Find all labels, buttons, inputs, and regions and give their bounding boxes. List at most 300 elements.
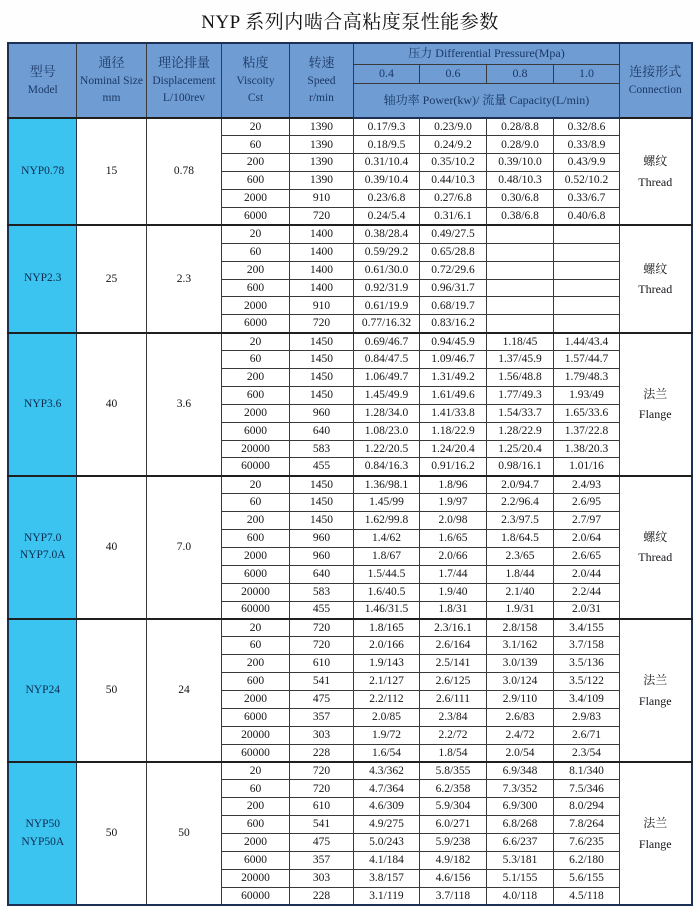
viscosity-cell: 20	[221, 333, 289, 351]
speed-cell: 640	[289, 422, 353, 440]
viscosity-cell: 200	[221, 154, 289, 172]
power-capacity-cell: 2.3/84	[419, 708, 486, 726]
header-nominal-en: Nominal Size	[80, 75, 143, 88]
power-capacity-cell: 1.25/20.4	[486, 440, 553, 458]
model-name: NYP50A	[21, 835, 65, 848]
table-row	[8, 225, 691, 243]
power-capacity-cell: 2.6/83	[486, 708, 553, 726]
viscosity-cell: 60000	[221, 458, 289, 476]
power-capacity-cell: 0.77/16.32	[353, 315, 419, 333]
connection-cn: 螺纹	[643, 261, 668, 276]
power-capacity-cell: 2.9/110	[486, 691, 553, 709]
connection-cell	[620, 225, 692, 332]
speed-cell: 228	[289, 744, 353, 762]
power-capacity-cell: 2.6/125	[419, 673, 486, 691]
viscosity-cell: 200	[221, 512, 289, 530]
connection-en: Flange	[638, 836, 672, 851]
model-cell	[8, 476, 76, 619]
speed-cell: 1390	[289, 172, 353, 190]
header-displacement-en: Displacement	[152, 75, 216, 88]
power-capacity-cell: 3.0/139	[486, 655, 553, 673]
viscosity-cell: 20	[221, 225, 289, 243]
table-row	[8, 476, 691, 494]
power-capacity-cell: 7.6/235	[553, 834, 619, 852]
power-capacity-cell: 0.39/10.0	[486, 154, 553, 172]
header-displacement-unit: L/100rev	[162, 91, 206, 104]
power-capacity-cell: 1.8/96	[419, 476, 486, 494]
power-capacity-cell: 1.18/45	[486, 333, 553, 351]
power-capacity-cell: 4.6/309	[353, 798, 419, 816]
power-capacity-cell: 1.37/22.8	[553, 422, 619, 440]
power-capacity-cell: 2.0/54	[486, 744, 553, 762]
power-capacity-cell: 6.9/300	[486, 798, 553, 816]
power-capacity-cell: 0.98/16.1	[486, 458, 553, 476]
power-capacity-cell: 4.6/156	[419, 869, 486, 887]
speed-cell: 475	[289, 834, 353, 852]
power-capacity-cell: 2.0/85	[353, 708, 419, 726]
power-capacity-cell: 3.5/136	[553, 655, 619, 673]
speed-cell: 1400	[289, 261, 353, 279]
connection-en: Thread	[638, 174, 673, 189]
power-capacity-cell: 2.2/44	[553, 583, 619, 601]
viscosity-cell: 600	[221, 529, 289, 547]
speed-cell: 720	[289, 207, 353, 225]
power-capacity-cell: 0.23/6.8	[353, 190, 419, 208]
connection-cell	[620, 476, 692, 619]
model-name: NYP50	[25, 818, 60, 831]
power-capacity-cell: 2.0/44	[553, 565, 619, 583]
power-capacity-cell: 1.62/99.8	[353, 512, 419, 530]
speed-cell: 1390	[289, 154, 353, 172]
power-capacity-cell: 2.3/97.5	[486, 512, 553, 530]
power-capacity-cell: 6.2/358	[419, 780, 486, 798]
power-capacity-cell: 3.8/157	[353, 869, 419, 887]
power-capacity-cell: 3.5/122	[553, 673, 619, 691]
viscosity-cell: 60000	[221, 887, 289, 905]
speed-cell: 357	[289, 852, 353, 870]
power-capacity-cell: 1.31/49.2	[419, 368, 486, 386]
nominal-size-cell: 40	[76, 333, 146, 476]
connection-cell	[620, 118, 692, 225]
viscosity-cell: 20	[221, 118, 289, 136]
speed-cell: 720	[289, 315, 353, 333]
power-capacity-cell: 1.65/33.6	[553, 404, 619, 422]
power-capacity-cell: 0.24/9.2	[419, 136, 486, 154]
model-cell	[8, 333, 76, 476]
power-capacity-cell: 6.6/237	[486, 834, 553, 852]
power-capacity-cell: 1.06/49.7	[353, 368, 419, 386]
displacement-cell: 3.6	[146, 333, 221, 476]
power-capacity-cell	[486, 225, 553, 243]
speed-cell: 583	[289, 440, 353, 458]
power-capacity-cell: 0.65/28.8	[419, 243, 486, 261]
speed-cell: 1400	[289, 279, 353, 297]
power-capacity-cell: 1.45/49.9	[353, 386, 419, 404]
power-capacity-cell: 1.08/23.0	[353, 422, 419, 440]
power-capacity-cell: 0.33/8.9	[553, 136, 619, 154]
power-capacity-cell: 2.5/141	[419, 655, 486, 673]
power-capacity-cell: 1.56/48.8	[486, 368, 553, 386]
speed-cell: 475	[289, 691, 353, 709]
power-capacity-cell: 2.0/66	[419, 547, 486, 565]
power-capacity-cell: 0.43/9.9	[553, 154, 619, 172]
power-capacity-cell: 2.0/64	[553, 529, 619, 547]
power-capacity-cell: 2.7/97	[553, 512, 619, 530]
power-capacity-cell: 0.38/28.4	[353, 225, 419, 243]
speed-cell: 610	[289, 655, 353, 673]
power-capacity-cell: 1.36/98.1	[353, 476, 419, 494]
model-name: NYP0.78	[21, 165, 65, 178]
power-capacity-cell: 1.37/45.9	[486, 351, 553, 369]
connection-cn: 法兰	[643, 386, 668, 401]
power-capacity-cell	[486, 261, 553, 279]
power-capacity-cell: 0.72/29.6	[419, 261, 486, 279]
power-capacity-cell: 7.3/352	[486, 780, 553, 798]
speed-cell: 1450	[289, 512, 353, 530]
table-row	[8, 619, 691, 637]
nominal-size-cell: 25	[76, 225, 146, 332]
power-capacity-cell: 6.2/180	[553, 852, 619, 870]
viscosity-cell: 2000	[221, 834, 289, 852]
power-capacity-cell: 1.8/54	[419, 744, 486, 762]
header-connection	[620, 43, 692, 118]
power-capacity-cell: 1.57/44.7	[553, 351, 619, 369]
power-capacity-cell: 8.0/294	[553, 798, 619, 816]
nominal-size-cell: 15	[76, 118, 146, 225]
power-capacity-cell: 2.2/72	[419, 726, 486, 744]
header-row-pressure	[8, 43, 691, 64]
power-capacity-cell: 2.6/111	[419, 691, 486, 709]
header-model-en: Model	[27, 83, 58, 96]
speed-cell: 1400	[289, 225, 353, 243]
power-capacity-cell: 0.31/6.1	[419, 207, 486, 225]
header-nominal-size	[76, 43, 146, 118]
power-capacity-cell: 0.17/9.3	[353, 118, 419, 136]
speed-cell: 720	[289, 637, 353, 655]
power-capacity-cell: 1.18/22.9	[419, 422, 486, 440]
speed-cell: 960	[289, 547, 353, 565]
connection-cell	[620, 333, 692, 476]
power-capacity-cell: 1.28/22.9	[486, 422, 553, 440]
speed-cell: 1390	[289, 136, 353, 154]
header-pressure-1.0: 1.0	[553, 64, 619, 83]
power-capacity-cell: 3.1/162	[486, 637, 553, 655]
viscosity-cell: 60	[221, 136, 289, 154]
header-speed	[289, 43, 353, 118]
speed-cell: 541	[289, 816, 353, 834]
power-capacity-cell: 1.8/67	[353, 547, 419, 565]
power-capacity-cell: 1.45/99	[353, 494, 419, 512]
header-pressure-0.8: 0.8	[486, 64, 553, 83]
power-capacity-cell: 0.84/47.5	[353, 351, 419, 369]
speed-cell: 541	[289, 673, 353, 691]
power-capacity-cell: 1.46/31.5	[353, 601, 419, 619]
power-capacity-cell: 2.3/54	[553, 744, 619, 762]
power-capacity-cell: 4.7/364	[353, 780, 419, 798]
power-capacity-cell: 2.6/65	[553, 547, 619, 565]
viscosity-cell: 600	[221, 172, 289, 190]
power-capacity-cell: 0.40/6.8	[553, 207, 619, 225]
power-capacity-cell: 4.9/182	[419, 852, 486, 870]
viscosity-cell: 2000	[221, 190, 289, 208]
speed-cell: 720	[289, 780, 353, 798]
model-name: NYP2.3	[24, 272, 62, 285]
viscosity-cell: 2000	[221, 404, 289, 422]
pump-performance-table	[7, 42, 692, 906]
power-capacity-cell: 5.9/238	[419, 834, 486, 852]
power-capacity-cell: 5.1/155	[486, 869, 553, 887]
power-capacity-cell: 0.27/6.8	[419, 190, 486, 208]
connection-en: Thread	[638, 282, 673, 297]
power-capacity-cell: 1.8/44	[486, 565, 553, 583]
power-capacity-cell: 1.77/49.3	[486, 386, 553, 404]
power-capacity-cell: 2.2/96.4	[486, 494, 553, 512]
power-capacity-cell	[486, 279, 553, 297]
header-nominal-cn: 通径	[98, 55, 125, 71]
connection-cell	[620, 762, 692, 905]
power-capacity-cell: 1.8/64.5	[486, 529, 553, 547]
header-pressure-label: 压力 Differential Pressure(Mpa)	[353, 43, 619, 64]
viscosity-cell: 60	[221, 351, 289, 369]
displacement-cell: 24	[146, 619, 221, 762]
speed-cell: 1450	[289, 476, 353, 494]
viscosity-cell: 60000	[221, 601, 289, 619]
power-capacity-cell: 1.9/40	[419, 583, 486, 601]
power-capacity-cell: 2.2/112	[353, 691, 419, 709]
power-capacity-cell: 0.30/6.8	[486, 190, 553, 208]
speed-cell: 610	[289, 798, 353, 816]
speed-cell: 1450	[289, 494, 353, 512]
viscosity-cell: 20	[221, 476, 289, 494]
power-capacity-cell	[486, 297, 553, 315]
power-capacity-cell: 0.35/10.2	[419, 154, 486, 172]
power-capacity-cell: 1.54/33.7	[486, 404, 553, 422]
power-capacity-cell: 1.8/31	[419, 601, 486, 619]
power-capacity-cell: 1.41/33.8	[419, 404, 486, 422]
power-capacity-cell: 1.22/20.5	[353, 440, 419, 458]
power-capacity-cell: 1.5/44.5	[353, 565, 419, 583]
power-capacity-cell: 1.6/40.5	[353, 583, 419, 601]
power-capacity-cell: 0.83/16.2	[419, 315, 486, 333]
viscosity-cell: 60	[221, 637, 289, 655]
speed-cell: 1400	[289, 243, 353, 261]
power-capacity-cell: 2.4/93	[553, 476, 619, 494]
power-capacity-cell	[553, 315, 619, 333]
viscosity-cell: 60	[221, 780, 289, 798]
header-displacement-cn: 理论排量	[157, 55, 210, 71]
power-capacity-cell: 1.38/20.3	[553, 440, 619, 458]
header-viscosity-en: Viscoity	[236, 75, 275, 88]
model-name: NYP7.0	[24, 532, 62, 545]
power-capacity-cell: 0.48/10.3	[486, 172, 553, 190]
power-capacity-cell: 0.28/9.0	[486, 136, 553, 154]
power-capacity-cell	[486, 315, 553, 333]
nominal-size-cell: 50	[76, 762, 146, 905]
power-capacity-cell: 1.9/31	[486, 601, 553, 619]
viscosity-cell: 60	[221, 494, 289, 512]
power-capacity-cell: 1.7/44	[419, 565, 486, 583]
speed-cell: 1390	[289, 118, 353, 136]
power-capacity-cell: 1.24/20.4	[419, 440, 486, 458]
power-capacity-cell: 2.1/40	[486, 583, 553, 601]
header-viscosity	[221, 43, 289, 118]
power-capacity-cell: 3.1/119	[353, 887, 419, 905]
viscosity-cell: 6000	[221, 852, 289, 870]
power-capacity-cell: 6.9/348	[486, 762, 553, 780]
model-cell	[8, 225, 76, 332]
power-capacity-cell: 1.61/49.6	[419, 386, 486, 404]
speed-cell: 303	[289, 869, 353, 887]
model-name: NYP24	[25, 683, 60, 696]
header-nominal-unit: mm	[102, 91, 121, 104]
connection-en: Flange	[638, 693, 672, 708]
power-capacity-cell: 1.09/46.7	[419, 351, 486, 369]
power-capacity-cell: 1.44/43.4	[553, 333, 619, 351]
power-capacity-cell: 4.0/118	[486, 887, 553, 905]
viscosity-cell: 600	[221, 279, 289, 297]
power-capacity-cell	[553, 261, 619, 279]
power-capacity-cell: 1.9/97	[419, 494, 486, 512]
power-capacity-cell: 0.32/8.6	[553, 118, 619, 136]
speed-cell: 455	[289, 601, 353, 619]
power-capacity-cell: 5.6/155	[553, 869, 619, 887]
viscosity-cell: 20000	[221, 726, 289, 744]
displacement-cell: 7.0	[146, 476, 221, 619]
power-capacity-cell: 1.9/72	[353, 726, 419, 744]
viscosity-cell: 2000	[221, 547, 289, 565]
power-capacity-cell: 2.8/158	[486, 619, 553, 637]
power-capacity-cell: 1.8/165	[353, 619, 419, 637]
power-capacity-cell: 0.59/29.2	[353, 243, 419, 261]
viscosity-cell: 20	[221, 619, 289, 637]
power-capacity-cell: 1.01/16	[553, 458, 619, 476]
power-capacity-cell: 0.69/46.7	[353, 333, 419, 351]
power-capacity-cell: 5.0/243	[353, 834, 419, 852]
power-capacity-cell: 0.23/9.0	[419, 118, 486, 136]
speed-cell: 640	[289, 565, 353, 583]
power-capacity-cell: 1.6/54	[353, 744, 419, 762]
model-cell	[8, 762, 76, 905]
header-viscosity-unit: Cst	[247, 91, 264, 104]
header-displacement	[146, 43, 221, 118]
speed-cell: 910	[289, 297, 353, 315]
power-capacity-cell: 0.44/10.3	[419, 172, 486, 190]
power-capacity-cell: 1.6/65	[419, 529, 486, 547]
header-model	[8, 43, 76, 118]
power-capacity-cell: 0.92/31.9	[353, 279, 419, 297]
power-capacity-cell: 0.39/10.4	[353, 172, 419, 190]
power-capacity-cell: 4.1/184	[353, 852, 419, 870]
header-pressure-0.4: 0.4	[353, 64, 419, 83]
power-capacity-cell: 0.61/30.0	[353, 261, 419, 279]
viscosity-cell: 6000	[221, 422, 289, 440]
power-capacity-cell	[486, 243, 553, 261]
power-capacity-cell: 2.0/31	[553, 601, 619, 619]
power-capacity-cell: 4.5/118	[553, 887, 619, 905]
power-capacity-cell: 0.38/6.8	[486, 207, 553, 225]
power-capacity-cell	[553, 279, 619, 297]
power-capacity-cell: 3.4/109	[553, 691, 619, 709]
connection-cn: 法兰	[643, 673, 668, 688]
connection-en: Thread	[638, 550, 673, 565]
power-capacity-cell: 0.31/10.4	[353, 154, 419, 172]
power-capacity-cell: 2.3/16.1	[419, 619, 486, 637]
power-capacity-cell: 0.52/10.2	[553, 172, 619, 190]
power-capacity-cell: 1.9/143	[353, 655, 419, 673]
power-capacity-cell: 5.9/304	[419, 798, 486, 816]
connection-cn: 螺纹	[643, 529, 668, 544]
power-capacity-cell: 0.24/5.4	[353, 207, 419, 225]
connection-en: Flange	[638, 407, 672, 422]
power-capacity-cell	[553, 297, 619, 315]
header-power-capacity: 轴功率 Power(kw)/ 流量 Capacity(L/min)	[353, 83, 619, 118]
power-capacity-cell: 2.9/83	[553, 708, 619, 726]
connection-cell	[620, 619, 692, 762]
table-header	[8, 43, 691, 118]
viscosity-cell: 6000	[221, 565, 289, 583]
power-capacity-cell: 1.28/34.0	[353, 404, 419, 422]
power-capacity-cell: 3.7/158	[553, 637, 619, 655]
speed-cell: 720	[289, 762, 353, 780]
nominal-size-cell: 40	[76, 476, 146, 619]
header-model-cn: 型号	[29, 63, 56, 79]
page-title: NYP 系列内啮合高粘度泵性能参数	[201, 12, 499, 33]
viscosity-cell: 6000	[221, 708, 289, 726]
power-capacity-cell: 2.4/72	[486, 726, 553, 744]
displacement-cell: 0.78	[146, 118, 221, 225]
viscosity-cell: 60	[221, 243, 289, 261]
model-name: NYP3.6	[24, 397, 62, 410]
model-name: NYP7.0A	[19, 549, 66, 562]
table-row	[8, 762, 691, 780]
power-capacity-cell: 2.6/71	[553, 726, 619, 744]
viscosity-cell: 600	[221, 673, 289, 691]
power-capacity-cell: 3.4/155	[553, 619, 619, 637]
power-capacity-cell: 1.4/62	[353, 529, 419, 547]
power-capacity-cell: 0.49/27.5	[419, 225, 486, 243]
header-pressure-0.6: 0.6	[419, 64, 486, 83]
speed-cell: 1450	[289, 351, 353, 369]
power-capacity-cell	[553, 225, 619, 243]
speed-cell: 228	[289, 887, 353, 905]
header-viscosity-cn: 粘度	[242, 55, 269, 71]
power-capacity-cell: 5.8/355	[419, 762, 486, 780]
header-speed-unit: r/min	[309, 91, 334, 104]
speed-cell: 1450	[289, 368, 353, 386]
viscosity-cell: 200	[221, 261, 289, 279]
power-capacity-cell: 1.93/49	[553, 386, 619, 404]
viscosity-cell: 2000	[221, 691, 289, 709]
viscosity-cell: 600	[221, 386, 289, 404]
connection-cn: 法兰	[643, 816, 668, 831]
viscosity-cell: 6000	[221, 207, 289, 225]
viscosity-cell: 2000	[221, 297, 289, 315]
model-cell	[8, 619, 76, 762]
power-capacity-cell: 0.91/16.2	[419, 458, 486, 476]
model-cell	[8, 118, 76, 225]
power-capacity-cell: 0.18/9.5	[353, 136, 419, 154]
power-capacity-cell: 8.1/340	[553, 762, 619, 780]
nominal-size-cell: 50	[76, 619, 146, 762]
displacement-cell: 50	[146, 762, 221, 905]
header-speed-en: Speed	[307, 75, 336, 88]
speed-cell: 1450	[289, 333, 353, 351]
speed-cell: 960	[289, 529, 353, 547]
table-row	[8, 118, 691, 136]
power-capacity-cell: 0.84/16.3	[353, 458, 419, 476]
connection-cn: 螺纹	[643, 154, 668, 169]
viscosity-cell: 20000	[221, 869, 289, 887]
